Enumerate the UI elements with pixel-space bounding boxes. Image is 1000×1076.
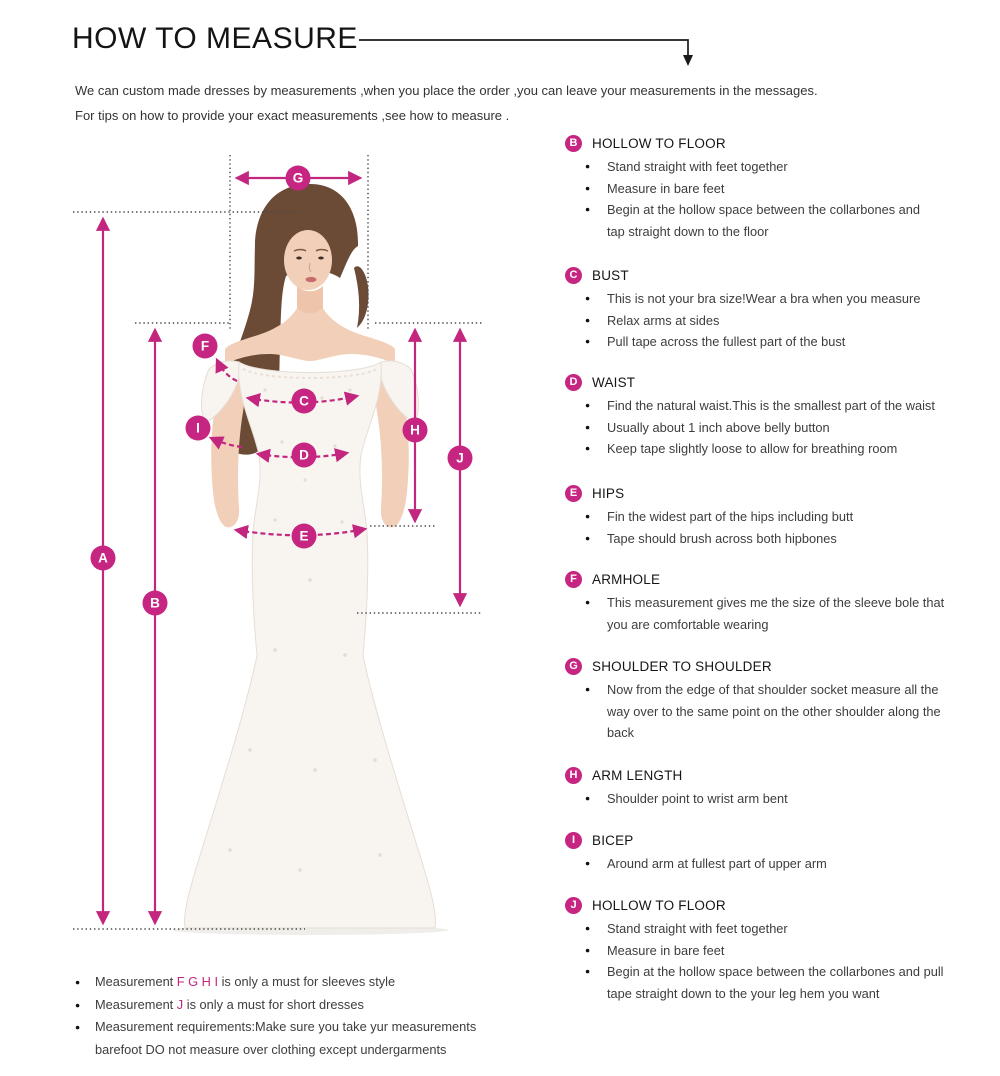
accent-letters: F G H I (176, 974, 219, 989)
bullet-item: ● Find the natural waist.This is the smallest part of the waist (565, 395, 995, 417)
svg-text:D: D (299, 447, 309, 463)
svg-text:F: F (200, 338, 210, 354)
measurement-notes (75, 971, 555, 1061)
page-title: HOW TO MEASURE (72, 22, 358, 55)
intro-line: We can custom made dresses by measurements ,when you place the order ,you can leave your measurements in the messages. (75, 83, 818, 98)
bullet-item: ● Begin at the hollow space between the collarbones and tap straight down to the floor (565, 199, 995, 242)
svg-text:A: A (98, 550, 108, 566)
title-pointer-arrow (0, 0, 1000, 80)
bullet-item: ● Tape should brush across both hipbones (565, 528, 995, 550)
bullet-item: ● Measure in bare feet (565, 940, 995, 962)
measure-badge-f (193, 334, 218, 359)
svg-text:E: E (299, 528, 309, 544)
section-hollow-to-floor-b (565, 133, 995, 242)
section-letter-badge: C (565, 267, 582, 284)
svg-text:H: H (410, 422, 420, 438)
intro-line: For tips on how to provide your exact measurements ,see how to measure . (75, 107, 510, 123)
bullet-item: ● Usually about 1 inch above belly button (565, 417, 995, 439)
section-hips (565, 483, 995, 549)
section-title: HOLLOW TO FLOOR (592, 897, 726, 913)
section-letter-badge: G (565, 658, 582, 675)
section-title: ARM LENGTH (592, 767, 683, 783)
bullet-item: ● Pull tape across the fullest part of the bust (565, 331, 995, 353)
section-shoulder-to-shoulder (565, 656, 995, 744)
section-title: WAIST (592, 374, 636, 390)
measure-badge-i (186, 416, 211, 441)
section-title: SHOULDER TO SHOULDER (592, 658, 772, 674)
section-bicep (565, 830, 995, 875)
section-letter-badge: E (565, 485, 582, 502)
section-armhole (565, 569, 995, 635)
bullet-item: ● Now from the edge of that shoulder socket measure all the way over to the same point on the other shoulder along the back (565, 679, 995, 744)
measure-badge-g (286, 166, 311, 191)
note-item: ● Measurement requirements:Make sure you take yur measurements barefoot DO not measure over clothing except undergarments (75, 1016, 555, 1061)
section-letter-badge: J (565, 897, 582, 914)
bullet-item: ● This measurement gives me the size of the sleeve bole that you are comfortable wearing (565, 592, 995, 635)
section-waist (565, 372, 995, 460)
bullet-item: ● Around arm at fullest part of upper arm (565, 853, 995, 875)
svg-text:B: B (150, 595, 160, 611)
measure-badge-b (143, 591, 168, 616)
section-title: HIPS (592, 485, 625, 501)
note-item: ● Measurement F G H I is only a must for sleeves style (75, 971, 555, 994)
model-eye (296, 257, 302, 260)
svg-text:C: C (299, 393, 309, 409)
measure-badge-a (91, 546, 116, 571)
model-lips (306, 277, 317, 282)
section-title: BICEP (592, 832, 634, 848)
section-arm-length (565, 765, 995, 810)
bullet-item: ● Measure in bare feet (565, 178, 995, 200)
svg-text:I: I (196, 420, 200, 436)
section-hollow-to-floor-j (565, 895, 995, 1004)
bullet-item: ● Begin at the hollow space between the collarbones and pull tape straight down to the your leg hem you want (565, 961, 995, 1004)
bullet-item: ● Shoulder point to wrist arm bent (565, 788, 995, 810)
measure-badge-j (448, 446, 473, 471)
measure-badge-d (292, 443, 317, 468)
model-eye (318, 257, 324, 260)
svg-text:J: J (456, 450, 464, 466)
section-letter-badge: D (565, 374, 582, 391)
model-hair-lock (354, 266, 369, 328)
note-item: ● Measurement J is only a must for short dresses (75, 994, 555, 1017)
dress-model-photo (172, 184, 448, 935)
section-letter-badge: B (565, 135, 582, 152)
accent-letters: J (176, 996, 184, 1012)
bullet-item: ● This is not your bra size!Wear a bra when you measure (565, 288, 995, 310)
svg-text:G: G (292, 170, 304, 186)
bullet-item: ● Fin the widest part of the hips including butt (565, 506, 995, 528)
section-title: HOLLOW TO FLOOR (592, 135, 726, 151)
section-letter-badge: F (565, 571, 582, 588)
bullet-item: ● Stand straight with feet together (565, 918, 995, 940)
measure-badge-h (403, 418, 428, 443)
section-bust (565, 265, 995, 353)
measure-badge-e (292, 524, 317, 549)
bullet-item: ● Relax arms at sides (565, 310, 995, 332)
bullet-item: ● Keep tape slightly loose to allow for breathing room (565, 438, 995, 460)
section-letter-badge: H (565, 767, 582, 784)
section-title: BUST (592, 267, 629, 283)
measurement-diagram (60, 150, 540, 960)
measure-badge-c (292, 389, 317, 414)
intro-text (75, 79, 818, 128)
bullet-item: ● Stand straight with feet together (565, 156, 995, 178)
section-title: ARMHOLE (592, 571, 661, 587)
section-letter-badge: I (565, 832, 582, 849)
